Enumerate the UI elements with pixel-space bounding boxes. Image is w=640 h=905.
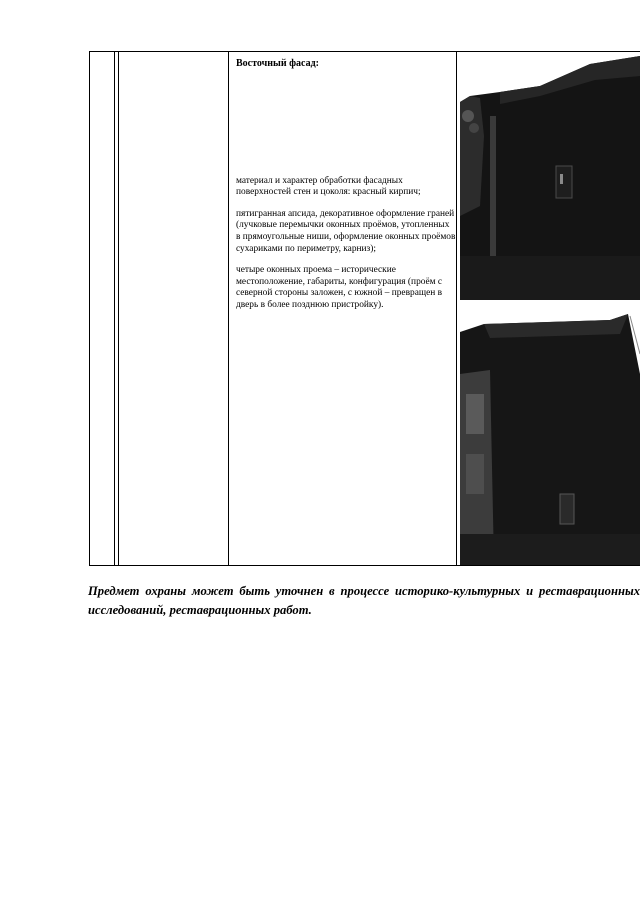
facade-photo-lower bbox=[460, 314, 640, 565]
description-paragraph: материал и характер обработки фасадных поверхностей стен и цоколя: красный кирпич; bbox=[236, 175, 421, 198]
description-paragraph: четыре оконных проема – исторические местоположение, габариты, конфигурация (проём с северной стороны заложен, с южной – превращен в дверь в более позднюю пристройку). bbox=[236, 265, 443, 310]
table-divider-1 bbox=[114, 52, 115, 565]
description-paragraph: пятигранная апсида, декоративное оформление граней (лучковые перемычки оконных проёмов, утопленных в прямоугольные ниши, оформление оконных проёмов сухариками по периметру, карниз); bbox=[236, 208, 456, 254]
facade-heading: Восточный фасад: bbox=[236, 58, 319, 69]
description-cell bbox=[236, 52, 456, 322]
facade-photo-upper bbox=[460, 56, 640, 300]
table-divider-4 bbox=[456, 52, 457, 565]
table-divider-3 bbox=[228, 52, 229, 565]
table-border-left bbox=[89, 52, 90, 565]
protection-subject-table bbox=[89, 51, 640, 566]
protection-footnote: Предмет охраны может быть уточнен в процессе историко-культурных и реставрационных исследований, реставрационных работ. bbox=[88, 584, 640, 617]
table-divider-2 bbox=[118, 52, 119, 565]
